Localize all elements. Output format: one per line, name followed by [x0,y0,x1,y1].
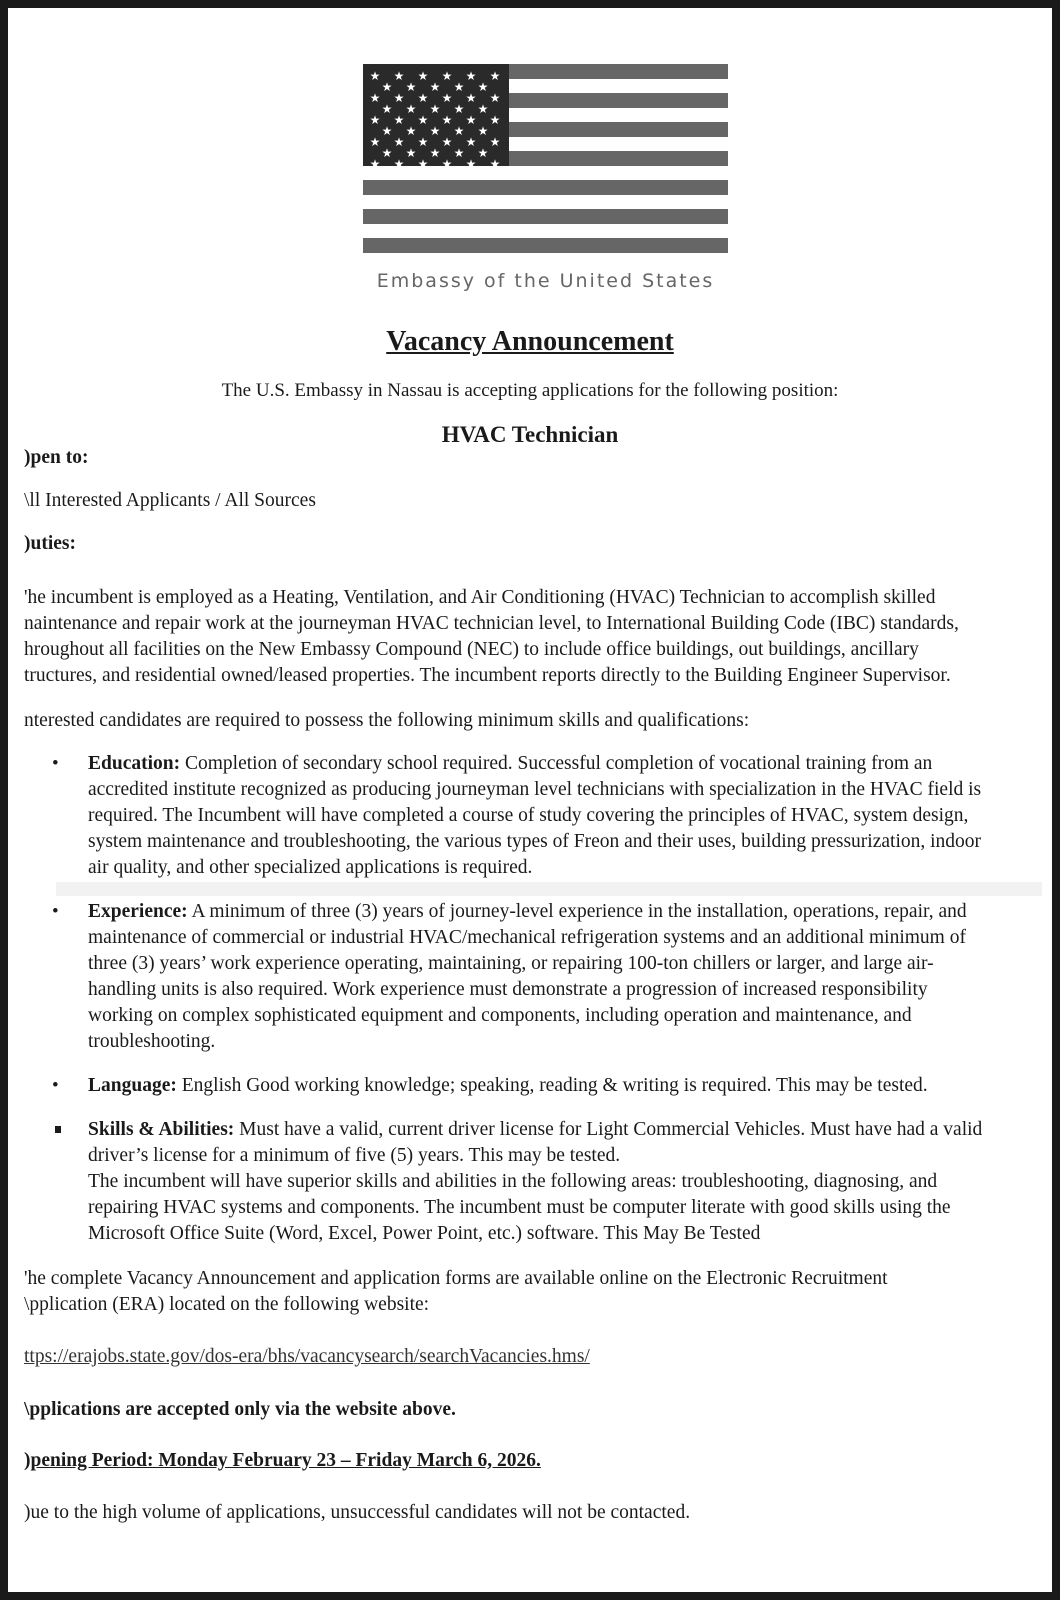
opening-period: )pening Period: Monday February 23 – Friday March 6, 2026. [24,1450,541,1471]
svg-text:★: ★ [489,157,501,171]
qualification-line: accredited institute recognized as producing journeyman level technicians with specialization in the HVAC field is [88,779,982,800]
era-link[interactable]: ttps://erajobs.state.gov/dos-era/bhs/vacancysearch/searchVacancies.hms/ [24,1346,590,1367]
svg-text:★: ★ [393,91,405,105]
qualification-text: Must have a valid, current driver license for Light Commercial Vehicles. Must have had a valid [234,1119,983,1140]
intro-text: The U.S. Embassy in Nassau is accepting applications for the following position: [221,380,839,401]
svg-text:★: ★ [369,69,381,83]
svg-text:★: ★ [417,113,429,127]
embassy-name: Embassy of the United States [376,270,715,292]
svg-text:★: ★ [381,102,393,116]
qualification-text: English Good working knowledge; speaking, reading & writing is required. This may be tested. [176,1075,928,1096]
open-to-heading: )pen to: [24,447,89,468]
qualification-label: Skills & Abilities: [88,1119,235,1140]
svg-text:★: ★ [441,113,453,127]
svg-text:★: ★ [393,113,405,127]
qualification-line: Microsoft Office Suite (Word, Excel, Power Point, etc.) software. This May Be Tested [88,1223,761,1244]
footer-note: )ue to the high volume of applications, unsuccessful candidates will not be contacted. [24,1502,691,1523]
svg-text:★: ★ [417,135,429,149]
scan-strip [56,882,1042,896]
svg-text:★: ★ [441,69,453,83]
svg-text:★: ★ [453,102,465,116]
svg-text:★: ★ [465,113,477,127]
svg-text:★: ★ [477,80,489,94]
svg-text:★: ★ [477,102,489,116]
svg-text:★: ★ [441,157,453,171]
era-line: \pplication (ERA) located on the following website: [24,1294,430,1315]
position-title: HVAC Technician [441,422,619,447]
qualification-language [88,1073,928,1099]
svg-text:★: ★ [429,146,441,160]
accepted-note: \pplications are accepted only via the website above. [24,1399,456,1420]
svg-text:★: ★ [417,91,429,105]
us-flag-icon [363,64,728,257]
svg-text:★: ★ [441,135,453,149]
svg-text:★: ★ [429,102,441,116]
svg-text:★: ★ [441,91,453,105]
svg-text:★: ★ [369,157,381,171]
open-to-value: \ll Interested Applicants / All Sources [24,490,316,511]
qualification-line: system maintenance and troubleshooting, the various types of Freon and their uses, building pressurization, indoor [88,831,982,852]
qualifications-intro: nterested candidates are required to possess the following minimum skills and qualifications: [24,710,750,731]
era-line: 'he complete Vacancy Announcement and application forms are available online on the Electronic Recruitment [24,1268,888,1289]
qualification-line: maintenance of commercial or industrial HVAC/mechanical refrigeration systems and an additional minimum of [88,927,966,948]
bullet-icon: • [52,901,59,922]
qualification-line: working on complex sophisticated equipment and components, including operation and maintenance, and [88,1005,912,1026]
qualification-text: Completion of secondary school required. Successful completion of vocational training from an [180,753,933,774]
svg-text:★: ★ [369,113,381,127]
duties-line: tructures, and residential owned/leased properties. The incumbent reports directly to the Building Engineer Supervisor. [24,665,951,686]
svg-text:★: ★ [429,80,441,94]
duties-line: 'he incumbent is employed as a Heating, Ventilation, and Air Conditioning (HVAC) Technician to accomplish skilled [24,587,936,608]
svg-text:★: ★ [369,91,381,105]
duties-line: naintenance and repair work at the journeyman HVAC technician level, to International Building Code (IBC) standards, [24,613,959,634]
qualification-line: handling units is also required. Work experience must demonstrate a progression of increased responsibility [88,979,928,1000]
svg-text:★: ★ [465,91,477,105]
svg-text:★: ★ [405,80,417,94]
svg-text:★: ★ [405,102,417,116]
page-title: Vacancy Announcement [386,326,674,357]
svg-text:★: ★ [453,80,465,94]
duties-heading: )uties: [24,533,76,554]
qualification-line: three (3) years’ work experience operating, maintaining, or repairing 100-ton chillers or larger, and large air- [88,953,934,974]
svg-text:★: ★ [369,135,381,149]
svg-text:★: ★ [393,135,405,149]
qualification-line: repairing HVAC systems and components. The incumbent must be computer literate with good skills using the [88,1197,951,1218]
svg-text:★: ★ [489,113,501,127]
svg-text:★: ★ [405,124,417,138]
bullet-icon: • [52,1075,59,1096]
svg-text:★: ★ [417,69,429,83]
svg-text:★: ★ [465,69,477,83]
qualification-line: The incumbent will have superior skills and abilities in the following areas: troubleshooting, diagnosing, and [88,1171,938,1192]
svg-text:★: ★ [477,124,489,138]
duties-line: hroughout all facilities on the New Embassy Compound (NEC) to include office buildings, out buildings, ancillary [24,639,919,660]
qualification-label: Education: [88,753,181,774]
qualification-line: driver’s license for a minimum of five (5) years. This may be tested. [88,1145,621,1166]
svg-text:★: ★ [453,124,465,138]
qualification-education [88,751,932,777]
svg-text:★: ★ [381,124,393,138]
svg-text:★: ★ [429,124,441,138]
qualification-experience [88,899,967,925]
svg-text:★: ★ [381,146,393,160]
svg-text:★: ★ [465,135,477,149]
qualification-label: Language: [88,1075,177,1096]
svg-text:★: ★ [453,146,465,160]
qualification-text: A minimum of three (3) years of journey-level experience in the installation, operations, repair, and [187,901,967,922]
bullet-icon: • [52,753,59,774]
svg-text:★: ★ [489,91,501,105]
svg-text:★: ★ [393,157,405,171]
svg-text:★: ★ [417,157,429,171]
qualification-line: air quality, and other specialized applications is required. [88,857,533,878]
svg-text:★: ★ [477,146,489,160]
svg-text:★: ★ [489,69,501,83]
qualification-label: Experience: [88,901,188,922]
document-page [8,8,1052,1592]
svg-text:★: ★ [489,135,501,149]
svg-text:★: ★ [381,80,393,94]
qualification-line: troubleshooting. [88,1031,216,1052]
svg-text:★: ★ [405,146,417,160]
qualification-line: required. The Incumbent will have completed a course of study covering the principles of HVAC, system design, [88,805,969,826]
qualification-skills [88,1117,982,1143]
square-bullet-icon [55,1126,61,1133]
svg-text:★: ★ [465,157,477,171]
svg-text:★: ★ [393,69,405,83]
